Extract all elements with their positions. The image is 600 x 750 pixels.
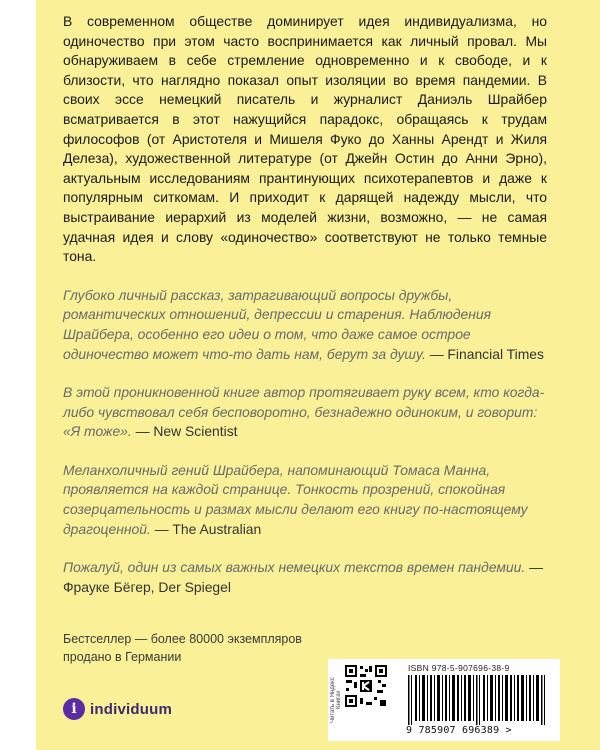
review-quote: Пожалуй, один из самых важных немецких текстов времен пандемии.: [63, 559, 526, 576]
publisher-name: individuum: [90, 700, 172, 718]
review-item: [63, 286, 547, 364]
barcode-digits: 9 785907 696389 >: [406, 725, 512, 736]
publisher-logo: [63, 696, 172, 722]
publisher-logo-icon: i: [63, 698, 85, 720]
review-source: — Financial Times: [429, 345, 544, 362]
review-quote: Глубоко личный рассказ, затрагивающий вопросы дружбы, романтических отношений, депрессии и старения. Наблюдения Шрайбера, особенно его идеи о том, что даже самое острое одиночество может что-то дать нам, берут за душу.: [63, 286, 492, 362]
review-item: [63, 461, 547, 539]
text-column: [63, 12, 547, 597]
reviews-section: [63, 286, 547, 598]
review-source: — The Australian: [154, 520, 262, 537]
bestseller-note: Бестселлер — более 80000 экземпляров продано в Германии: [63, 632, 302, 664]
review-item: [63, 383, 547, 442]
review-quote: Меланхоличный гений Шрайбера, напоминающий Томаса Манна, проявляется на каждой странице. Тонкость прозрений, спокойная созерцательность и размах мысли делают его книгу по-настоящему драгоценной.: [63, 461, 528, 537]
qr-caption: Читать в Яндекс Книгах: [330, 677, 342, 723]
review-item: [63, 558, 547, 597]
isbn-block: [328, 659, 560, 741]
isbn-label: ISBN 978-5-907696-38-9: [408, 663, 510, 673]
review-quote: В этой проникновенной книге автор протягивает руку всем, кто когда-либо чувствовал себя бесповоротно, безнадежно одиноким, и говорит: «Я тоже».: [63, 384, 545, 440]
blurb-text: В современном обществе доминирует идея индивидуализма, но одиночество при этом часто воспринимается как личный провал. Мы обнаруживаем в себе стремление одновременно и к свободе, и к близости, что наглядно показал опыт изоляции во время пандемии. В своих эссе немецкий писатель и журналист Даниэль Шрайбер всматривается в этот нажущийся парадокс, обращаясь к трудам философов (от Аристотеля и Мишеля Фуко до Ханны Арендт и Жиля Делеза), художественной литературе (от Джейн Остин до Анни Эрно), актуальным исследованиям прантинующих психотерапевтов и даже к популярным ситкомам. И приходит к дарящей надежду мысли, что выстраивание иерархий из моделей жизни, возможно, — не самая удачная идея и слову «одиночество» соответствуют не только темные тона.: [63, 13, 547, 265]
review-source: — New Scientist: [135, 423, 238, 440]
review-source: — Фрауке Бёгер, Der Spiegel: [63, 559, 543, 595]
barcode-icon: [406, 675, 556, 725]
book-blurb: [63, 12, 547, 267]
qr-code-icon: [344, 664, 388, 708]
